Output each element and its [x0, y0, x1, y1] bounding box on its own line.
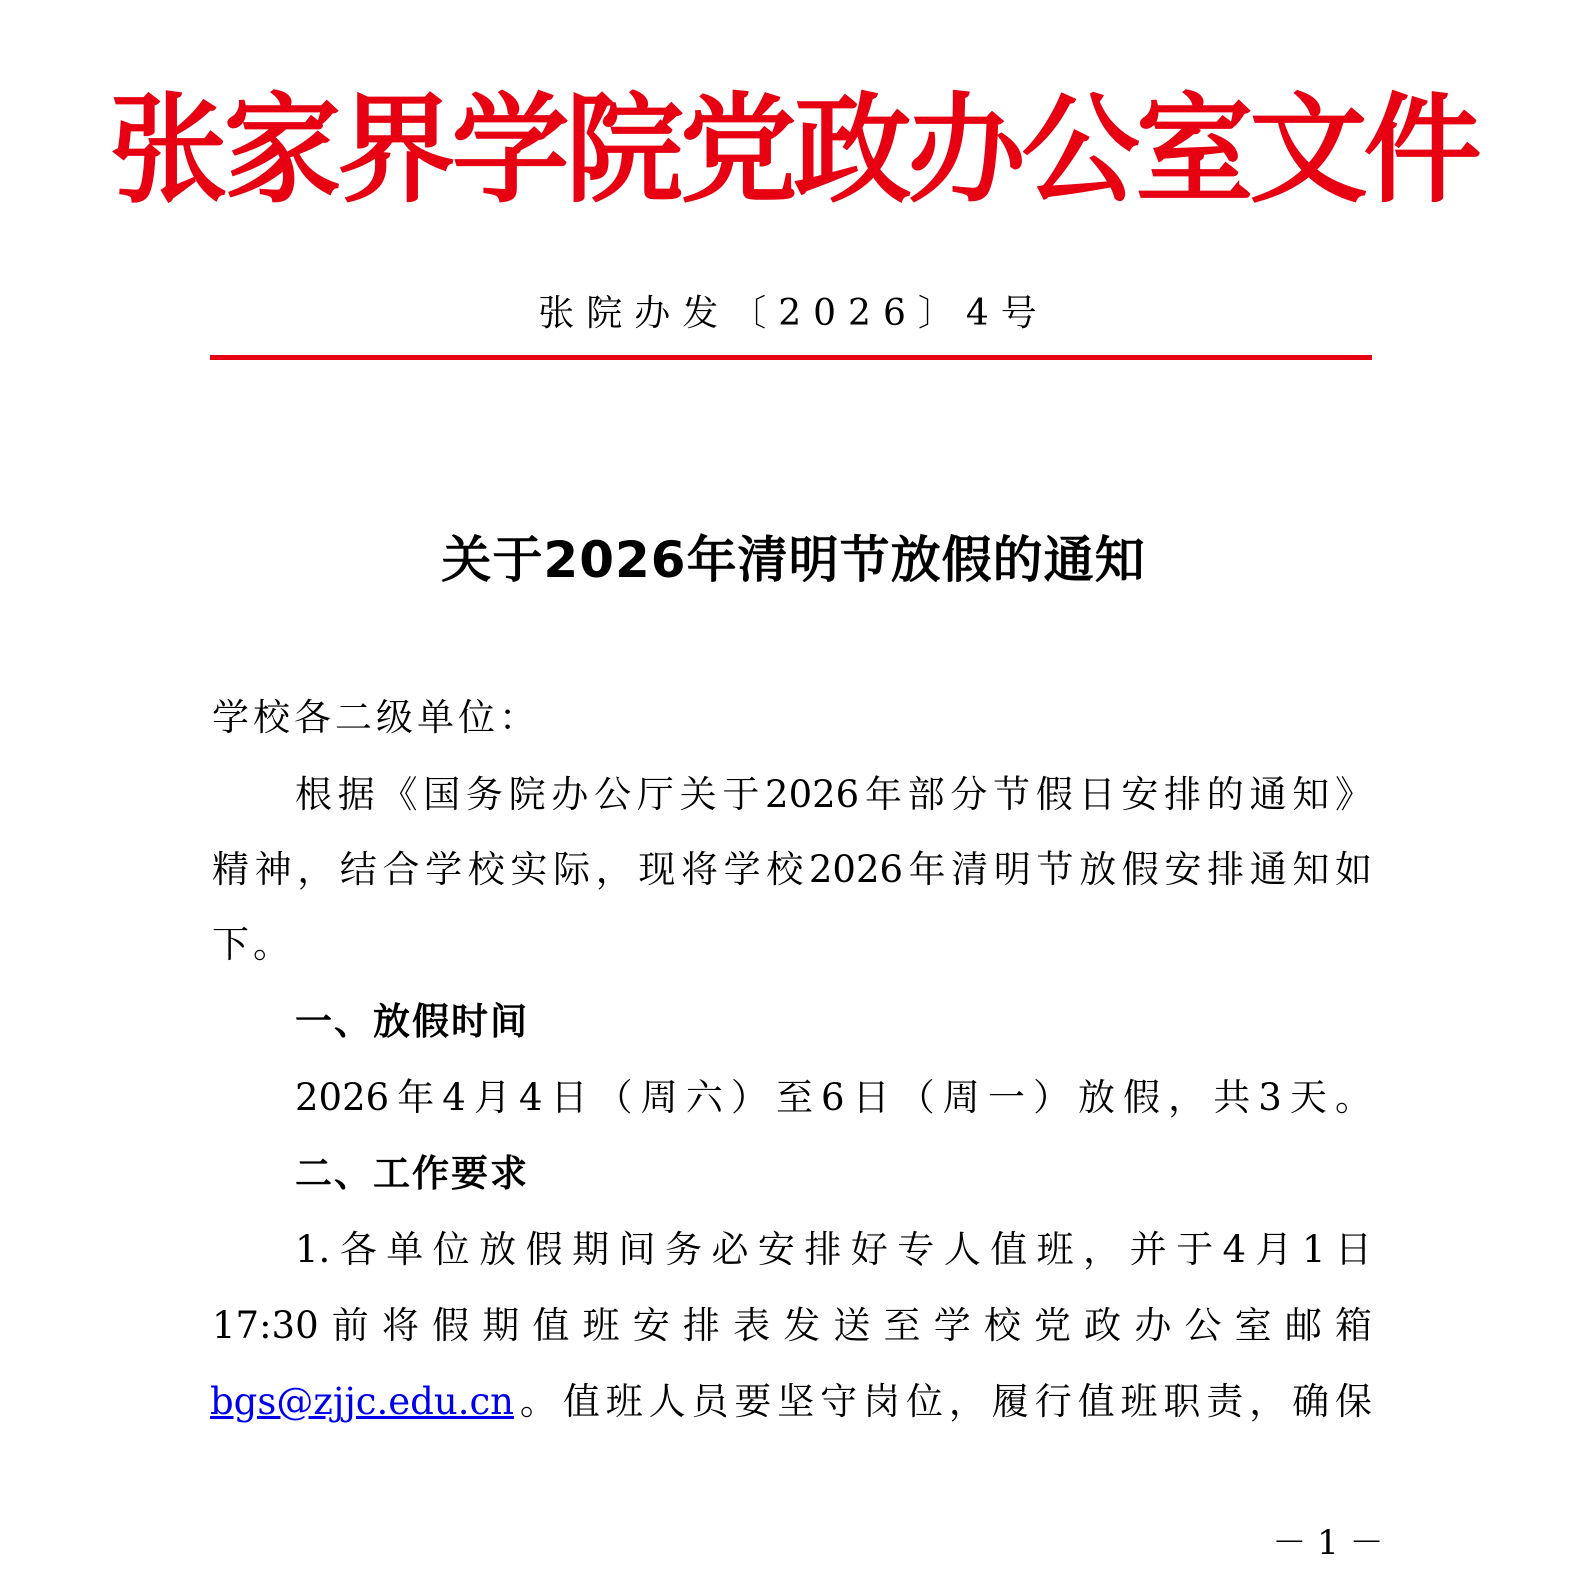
holiday-time-text: 2026年4月4日（周六）至6日（周一）放假，共3天。 [295, 1076, 1372, 1119]
notice-title: 关于2026年清明节放假的通知 [441, 531, 1146, 589]
requirement-1-line-1: 1.各单位放假期间务必安排好专人值班，并于4月1日 [295, 1228, 1372, 1271]
salutation: 学校各二级单位： [212, 696, 540, 739]
email-link[interactable]: bgs@zjjc.edu.cn [210, 1380, 515, 1423]
masthead-title: 张家界学院党政办公室文件 [109, 80, 1478, 219]
section-heading-holiday-time: 一、放假时间 [295, 1000, 529, 1043]
intro-line-2: 精神，结合学校实际，现将学校2026年清明节放假安排通知如 [212, 848, 1372, 891]
section-heading-work-requirements: 二、工作要求 [295, 1152, 529, 1195]
intro-line-1: 根据《国务院办公厅关于2026年部分节假日安排的通知》 [295, 773, 1372, 816]
requirement-1-line-2: 17:30前将假期值班安排表发送至学校党政办公室邮箱 [212, 1304, 1372, 1347]
red-divider-line [210, 355, 1372, 360]
page-number: － 1 － [1272, 1523, 1384, 1563]
document-number: 张院办发〔2026〕4号 [538, 293, 1049, 334]
intro-line-3: 下。 [212, 923, 294, 966]
requirement-1-line-3 [210, 1372, 1372, 1432]
requirement-1-line-3-text: 。值班人员要坚守岗位，履行值班职责，确保 [514, 1380, 1372, 1423]
